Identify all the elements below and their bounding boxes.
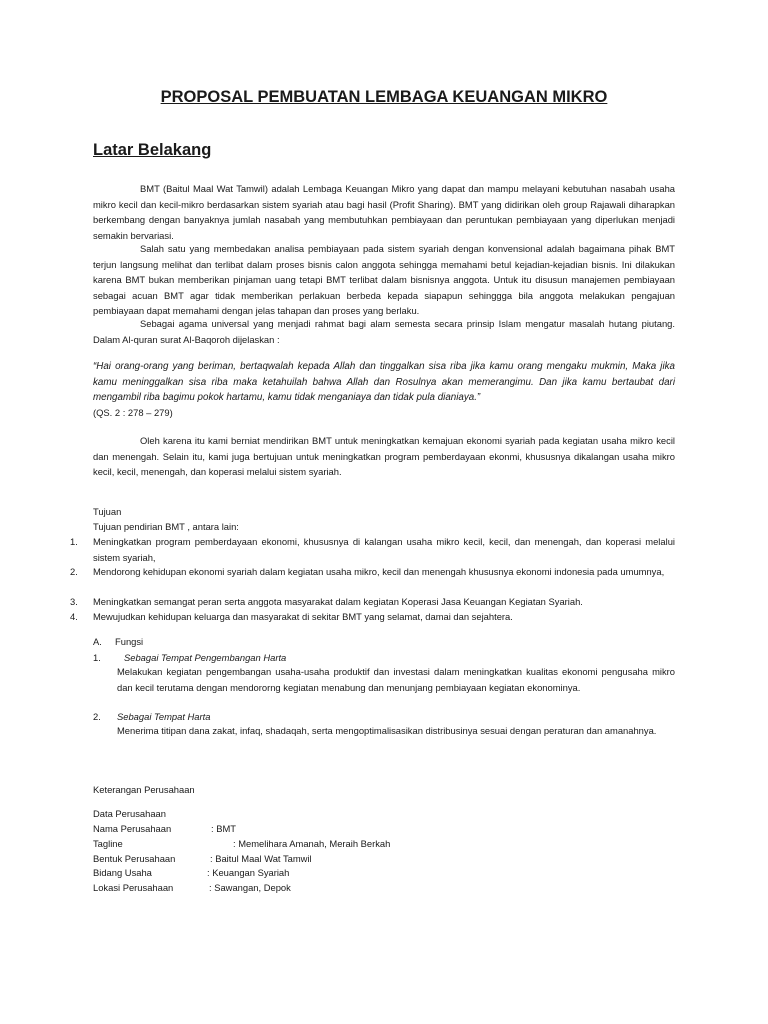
list-number: 3.	[70, 596, 78, 607]
company-row-label: Bidang Usaha	[93, 867, 152, 878]
fungsi-label: Fungsi	[115, 636, 144, 647]
fungsi-item-desc: Melakukan kegiatan pengembangan usaha-usaha produktif dan investasi dalam meningkatkan kualitas ekonomi pengusaha mikro dan kecil terutama dengan mendororng kegiatan menabung dan menunjang pembiayaan kegiatan ekonominya.	[117, 666, 675, 693]
company-row-value: : Sawangan, Depok	[209, 882, 291, 893]
company-row-label: Bentuk Perusahaan	[93, 853, 176, 864]
list-text: Mendorong kehidupan ekonomi syariah dalam kegiatan usaha mikro, kecil dan menengah khususnya ekonomi indonesia pada umumnya,	[93, 566, 665, 577]
company-row-lokasi	[93, 880, 291, 895]
company-row-bentuk	[93, 851, 312, 866]
fungsi-item-title: Sebagai Tempat Pengembangan Harta	[124, 652, 287, 663]
list-number: 2.	[70, 566, 78, 577]
quote-reference: (QS. 2 : 278 – 279)	[93, 407, 173, 418]
list-number: 1.	[93, 652, 101, 663]
section-heading-latar-belakang: Latar Belakang	[93, 141, 212, 159]
company-row-label: Tagline	[93, 838, 123, 849]
fungsi-label-number: A.	[93, 636, 102, 647]
company-row-value: : Memelihara Amanah, Meraih Berkah	[233, 838, 391, 849]
company-row-nama	[93, 821, 236, 836]
quote-al-baqoroh: “Hai orang-orang yang beriman, bertaqwalah kepada Allah dan tinggalkan sisa riba jika kamu orang mengaku mukmin, Maka jika kamu meninggalkan sisa riba maka ketahuilah bahwa Allah dan Rosulnya akan memerangimu. Dan jika kamu bertaubat dari mengambil riba bagimu pokok hartamu, kamu tidak menganiaya dan tidak pula dianiaya.”	[93, 361, 675, 404]
section-heading-keterangan: Keterangan Perusahaan	[93, 784, 195, 795]
section-heading-tujuan: Tujuan	[93, 506, 122, 517]
list-number: 1.	[70, 536, 78, 547]
company-row-tagline	[93, 836, 391, 851]
company-row-bidang	[93, 865, 290, 880]
paragraph-bmt-intro: BMT (Baitul Maal Wat Tamwil) adalah Lembaga Keuangan Mikro yang dapat dan mampu melayani kebutuhan nasabah usaha mikro kecil dan kecil-mikro berdasarkan sistem syariah atau bagi hasil (Profit Sharing). BMT yang didirikan oleh group Rajawali diharapkan berkembang dengan banyaknya jumlah nasabah yang membutuhkan pembiayaan dan peruntukan pembiayaan yang diperlukan menjadi semakin bervariasi.	[93, 183, 675, 241]
company-row-value: : Keuangan Syariah	[207, 867, 290, 878]
fungsi-item-desc: Menerima titipan dana zakat, infaq, shadaqah, serta mengoptimalisasikan distribusinya sesuai dengan peraturan dan amanahnya.	[117, 725, 657, 736]
paragraph-niat-mendirikan: Oleh karena itu kami berniat mendirikan BMT untuk meningkatkan kemajuan ekonomi syariah pada kegiatan usaha mikro kecil dan menengah. Selain itu, kami juga bertujuan untuk meningkatkan program pemberdayaan ekonmi, khususnya dikalangan usaha mikro kecil, kecil, menengah, dan koperasi melalui sistem syariah.	[93, 435, 675, 478]
list-text: Meningkatkan semangat peran serta anggota masyarakat dalam kegiatan Koperasi Jasa Keuangan Kegiatan Syariah.	[93, 596, 583, 607]
company-row-label: Nama Perusahaan	[93, 823, 172, 834]
list-number: 4.	[70, 611, 78, 622]
list-text: Meningkatkan program pemberdayaan ekonomi, khususnya di kalangan usaha mikro kecil, kecil, dan menengah, dan koperasi melalui sistem syariah,	[93, 536, 675, 563]
list-number: 2.	[93, 711, 101, 722]
company-row-label: Lokasi Perusahaan	[93, 882, 174, 893]
company-row-value: : BMT	[211, 823, 236, 834]
tujuan-intro: Tujuan pendirian BMT , antara lain:	[93, 521, 239, 532]
company-row-value: : Baitul Maal Wat Tamwil	[210, 853, 312, 864]
fungsi-item-title: Sebagai Tempat Harta	[117, 711, 211, 722]
data-perusahaan-label: Data Perusahaan	[93, 808, 166, 819]
paragraph-agama-universal: Sebagai agama universal yang menjadi rahmat bagi alam semesta secara prinsip Islam mengatur masalah hutang piutang. Dalam Al-quran surat Al-Baqoroh dijelaskan :	[93, 318, 675, 345]
paragraph-analisa-pembiayaan: Salah satu yang membedakan analisa pembiayaan pada sistem syariah dengan konvensional adalah bagaimana pihak BMT terjun langsung melihat dan terlibat dalam proses bisnis calon anggota sehingga memahami betul kejadian-kejadian bisnis. Ini dilakukan karena BMT bukan memberikan pinjaman uang tetapi BMT terlibat dalam bisnisnya anggota. Untuk itu disusun manajemen pembiayaan sebagai acuan BMT agar tidak memberikan perlakuan berbeda kepada siapapun sehinggga bila anggota melakukan pengajuan pembiayaan dapat memahami dengan jelas tahapan dan proses yang berlaku.	[93, 243, 675, 317]
document-title: PROPOSAL PEMBUATAN LEMBAGA KEUANGAN MIKRO	[160, 88, 608, 106]
list-text: Mewujudkan kehidupan keluarga dan masyarakat di sekitar BMT yang selamat, damai dan sejahtera.	[93, 611, 513, 622]
